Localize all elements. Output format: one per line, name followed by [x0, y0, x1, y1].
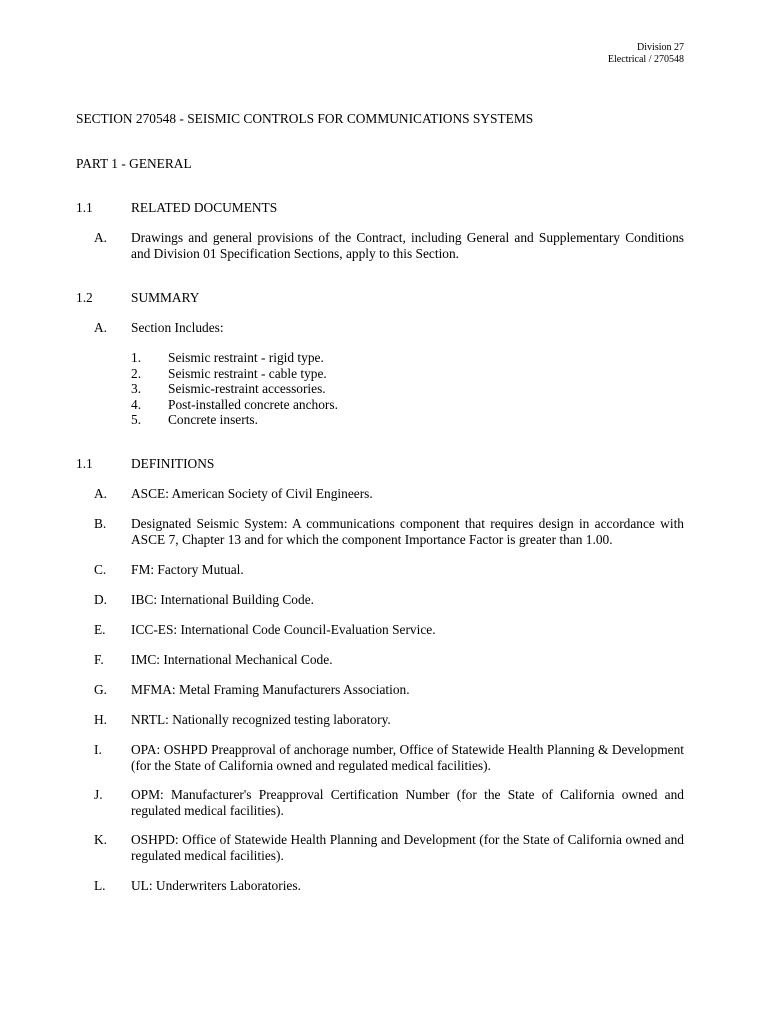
list-item-number: 1. [131, 350, 142, 365]
definition-item [76, 742, 684, 773]
definition-item [76, 652, 684, 668]
definition-item [76, 622, 684, 638]
definition-item [76, 516, 684, 547]
definition-item [76, 712, 684, 728]
definition-item [76, 562, 684, 578]
definition-label: A. [94, 486, 108, 501]
definition-item [76, 878, 684, 894]
definition-label: G. [94, 682, 108, 697]
list-item [131, 397, 684, 413]
article-title: SUMMARY [131, 290, 200, 305]
definition-text: OPM: Manufacturer's Preapproval Certification Number (for the State of California owned and regulated medical facilities). [131, 787, 684, 818]
definition-text: NRTL: Nationally recognized testing laboratory. [131, 712, 391, 727]
definition-label: E. [94, 622, 106, 637]
list-item-text: Seismic restraint - rigid type. [168, 350, 324, 365]
definition-text: Designated Seismic System: A communications component that requires design in accordance with ASCE 7, Chapter 13 and for which the component Importance Factor is greater than 1.00. [131, 516, 684, 547]
part-title: PART 1 - GENERAL [76, 156, 192, 171]
paragraph-label: A. [94, 320, 108, 335]
header-section-ref: Electrical / 270548 [607, 54, 684, 65]
definition-label: K. [94, 832, 108, 847]
list-item-text: Seismic-restraint accessories. [168, 381, 326, 396]
definition-text: IMC: International Mechanical Code. [131, 652, 333, 667]
paragraph-label: A. [94, 230, 108, 245]
definition-item [76, 787, 684, 818]
article-number: 1.1 [76, 456, 93, 471]
list-item-number: 5. [131, 412, 142, 427]
definition-item [76, 486, 684, 502]
list-item [131, 381, 684, 397]
definition-label: C. [94, 562, 107, 577]
related-paragraph [76, 230, 684, 261]
definition-label: B. [94, 516, 107, 531]
article-title: DEFINITIONS [131, 456, 215, 471]
definition-item [76, 592, 684, 608]
definition-item [76, 832, 684, 863]
list-item-number: 3. [131, 381, 142, 396]
definition-label: L. [94, 878, 106, 893]
header-division: Division 27 [637, 42, 684, 53]
definition-label: F. [94, 652, 104, 667]
definition-text: UL: Underwriters Laboratories. [131, 878, 301, 893]
paragraph-text: Section Includes: [131, 320, 224, 335]
definition-text: FM: Factory Mutual. [131, 562, 244, 577]
definition-item [76, 682, 684, 698]
definition-text: IBC: International Building Code. [131, 592, 314, 607]
article-number: 1.2 [76, 290, 93, 305]
definition-text: OSHPD: Office of Statewide Health Planning and Development (for the State of California owned and regulated medical facilities). [131, 832, 684, 863]
definition-text: ICC-ES: International Code Council-Evaluation Service. [131, 622, 436, 637]
list-item-text: Seismic restraint - cable type. [168, 365, 327, 381]
definition-label: D. [94, 592, 108, 607]
definition-text: ASCE: American Society of Civil Engineers. [131, 486, 373, 501]
list-item-text: Post-installed concrete anchors. [168, 396, 338, 412]
definition-label: J. [94, 787, 103, 802]
list-item-number: 2. [131, 365, 142, 381]
article-number: 1.1 [76, 200, 93, 215]
paragraph-text: Drawings and general provisions of the Contract, including General and Supplementary Conditions and Division 01 Specification Sections, apply to this Section. [131, 230, 684, 261]
page-header [608, 42, 684, 66]
section-title: SECTION 270548 - SEISMIC CONTROLS FOR COMMUNICATIONS SYSTEMS [76, 111, 534, 126]
list-item [131, 412, 684, 428]
list-item-number: 4. [131, 396, 142, 412]
list-item [131, 366, 684, 382]
list-item-text: Concrete inserts. [168, 412, 258, 427]
summary-paragraph [76, 320, 684, 336]
definition-label: H. [94, 712, 108, 727]
definition-text: OPA: OSHPD Preapproval of anchorage number, Office of Statewide Health Planning & Development (for the State of California owned and regulated medical facilities). [131, 742, 684, 773]
list-item [131, 350, 684, 366]
article-title: RELATED DOCUMENTS [131, 200, 278, 215]
definition-label: I. [94, 742, 102, 757]
definition-text: MFMA: Metal Framing Manufacturers Association. [131, 682, 410, 697]
